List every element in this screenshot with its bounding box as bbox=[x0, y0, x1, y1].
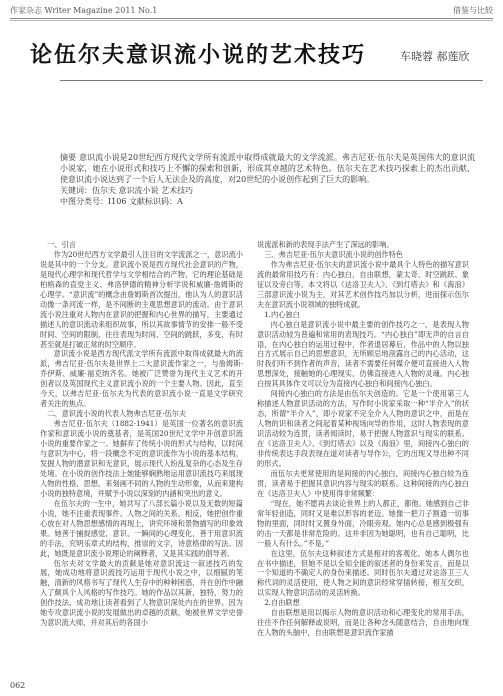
paragraph: 而伍尔夫更常使用的是间接的内心独白，间接内心独白较为连贯，读者易于把握其意识内容与现实的联系。这种间接的内心独白在《达洛卫夫人》中使用得非常频繁： bbox=[257, 468, 469, 498]
abstract-text: 摘要 意识流小说是20世纪西方现代文学所有流派中取得成就最大的文学流派。弗吉尼亚·伍尔夫是英国伟大的意识流小说家，她在小说形式和技巧上不懈的探索和创新，形成其卓越的艺术特色。伍尔夫在艺术技巧探索上的杰出贡献，使意识流小说达到了一个后人无法企及的高度，对20世纪的小说创作起到了巨大的影响。 bbox=[60, 153, 475, 184]
paragraph: 作为弗吉尼亚·伍尔夫的意识流小说中最具个人特色的描写意识流的最常用技巧有：内心独白，自由联想，蒙太奇、时空跳跃、象征以及旁白等。本文将以《达洛卫夫人》、《到灯塔去》和《海浪》三部意识流小说为主，对其艺术创作技巧加以分析，进而探示伍尔夫在意识流小说领域的独特成就。 bbox=[257, 259, 469, 309]
paragraph: 间接内心独白的方法是由伍尔夫创造的。它是一个使用第三人称描述人物意识活动的方法，写作时小说家采取一种“半介入”的状态，所谓“半介入”，即小说家不完全介入人物的意识之中，而是在人物的识和读者之间起着某种视场向导的作用，这时人物表现的意识活动较为连贯，读者阅读时，易于把握人物意识与现实的联系。在《达洛卫夫人》、《到灯塔去》以及《海浪》里，间接内心独白的非传统表达手段表现在道对读者与导作公，它的出现又导出种不同的形式。 bbox=[257, 389, 469, 468]
header-journal: 作家杂志 Writer Magazine 2011 No.1 bbox=[10, 6, 158, 15]
paragraph: 作为20世纪西方文学最引人注目的文学流派之一，意识流小说是其中的一个分支。意识流小说是西方现代社会意识的产物，是现代心理学和现代哲学与文学相结合的产物，它的理论基础是柏格森的直觉主义、弗洛伊德的精神分析学说和威廉·詹姆斯的心理学。“意识流”的概念由詹姆斯首次提出，他认为人的意识活动像一条河流一样，是不间断的主观思想意识的流动。由于意识流小说注重对人物内在意识的把握和内心世界的描写，主要通过描述人的意识流动来组织故事，所以其故事情节的安排一般不受时间、空间的限制，往往表现为时间、空间的跳跃，多变，有时甚至就是打破正常的时空顺序。 bbox=[40, 249, 243, 349]
paragraph: 弗吉尼亚·伍尔夫（1882-1941）是英国一位著名的意识流作家和意识流小说的奠基者，是英国20世纪文学中开创意识流小说的重要作家之一。她摒弃了传统小说的形式与结构，以时间与意识为中心，将一段概念不定的意识流作为小说的基本结构，发掘人物的潜意识和无意识，展示现代人纷乱复杂的心态及生存处境。在小说的创作技法上她能够娴熟地运用意识流技巧来展现人物的性格、思想，来刻画不同的人物的生动形象，从而来建构小说的独特意境，并赋予小说以深刻的内涵和突出的意义。 bbox=[40, 419, 243, 498]
classification: 中图分类号：I106 文献标识码：A bbox=[60, 197, 183, 206]
title-divider bbox=[60, 80, 483, 81]
paragraph: 伍尔夫对文学最大的贡献是她对意识流这一叙述技巧的发展，她成功地将意识流技巧运用于现代小说之中，以细腻的笔触，清新的风格书写了现代人生存中的种种困惑，并在创作中融入了颇具个人风格的写作技巧。她的作品以其新，独特，努力的创作技法，成功地让读者看到了人物意识深处内在的世界。因为她专攻意识流小说的发展做出的卓越的贡献，她被世界文学史誉为意识流大师，并对其后的各国小 bbox=[40, 558, 243, 628]
paragraph: 说流派和新的表现手法产生了深远的影响。 bbox=[257, 240, 394, 249]
paragraph: 在伍尔夫的一生中，她共写了八部长篇小说以及无数的短篇小说，她不注重表现事件、人物之间的关系，相反，她把创作重心放在对人物思想感情的再现上，讲究环境和景物描写的印象效果。她善于捕捉感觉、意识、一瞬间的心理变化，善于用意识流的手法，究明乐章式的结构，推崇的文字，诗意格律的写法。因此，她既是意识流小说理论的阐释者，又是其实践的倡导者。 bbox=[40, 498, 243, 558]
abstract-block bbox=[60, 152, 475, 207]
right-column bbox=[257, 240, 469, 638]
article-authors: 车晓蓉 郝莲欣 bbox=[400, 50, 470, 63]
header-section: 借鉴与比较 bbox=[453, 6, 493, 15]
section-heading: 一、引言 bbox=[47, 240, 76, 249]
paragraph: “现在，她不愿再去谈论世界上的人都正，都他。她感到自己非常年轻创造，同时又是难以形容的老迈。她像一把刀子割通一切事物的里面，同时时又置身外面，冷眼旁观。她内心总是感到极强有的击一天都是非常危险的。这并非因为她聪明，也有自己聪明，比一般人有什么。”不是。” bbox=[257, 498, 469, 548]
paragraph: 在这里，伍尔夫这种叙述方式是相对的客观化，她本人偶尔也在书中描述，但她不是以全知全能的叙述者的身份来发言，而是以一个知道的不确定人的身份来描述。同时伍尔夫通过对达洛卫三人称代词的灵活使用，使人物之间的意识经常穿插转接，相互交织，以实现人物意识活动的灵活转换。 bbox=[257, 548, 469, 598]
paragraph: 意识流小说是西方现代派文学所有流派中取得成就最大的流派，弗吉尼亚·伍尔夫是世界上二大意识流作家之一，与詹姆斯·乔伊斯、威廉·福克纳齐名。她被广泛赞誉为现代主义艺术的开创者以及英国现代主义意识流小说的一个主要人物。因此，直至今天，以弗吉尼亚·伍尔夫为代表的意识流小说一直是文学研究者关注的焦点。 bbox=[40, 349, 243, 409]
page-number: 062 bbox=[10, 681, 26, 690]
section-heading: 2.自由联想 bbox=[264, 598, 300, 608]
header-rule bbox=[10, 18, 493, 19]
keywords: 关键词：伍尔夫 意识流小说 艺术技巧 bbox=[60, 186, 194, 195]
paragraph: 自由联想是用以揭示人物的意识活动和心理变化的常用手法，往往不作任何解释或说明，而是让各种念头随意结合，自由地向现在人物的头脑中，自由联想是意识流作家描 bbox=[257, 608, 469, 638]
article-title: 论伍尔夫意识流小说的艺术技巧 bbox=[30, 42, 367, 68]
left-column bbox=[40, 240, 243, 628]
running-header bbox=[10, 5, 493, 17]
section-heading: 1.内心独白 bbox=[264, 309, 300, 319]
section-heading: 二、意识流小说的代表人物弗吉尼亚·伍尔夫 bbox=[47, 409, 187, 419]
paragraph: 内心独白是意识流小说中最主要的创作技巧之一，是表现人物意识活动较为普遍和常用的表现技巧。“内心独白”即无声的自言自语，在内心独白的运用过程中，作者退居幕后，作品中的人物以独白方式展示自己的思想意识，无所顾忌地剖露自己的内心活动，这时我们听不到作者的声音，读者不需要任何媒介便可直接进入人物思想深处，接触她的心理现实，仿佛直接进入人物的灵魂。内心独白按其具体作文可以分为直接内心独白和间接内心独白。 bbox=[257, 319, 469, 389]
header-rule-thin bbox=[10, 20, 493, 21]
section-heading: 三、弗吉尼亚·伍尔夫意识流小说的创作特色 bbox=[264, 249, 404, 259]
